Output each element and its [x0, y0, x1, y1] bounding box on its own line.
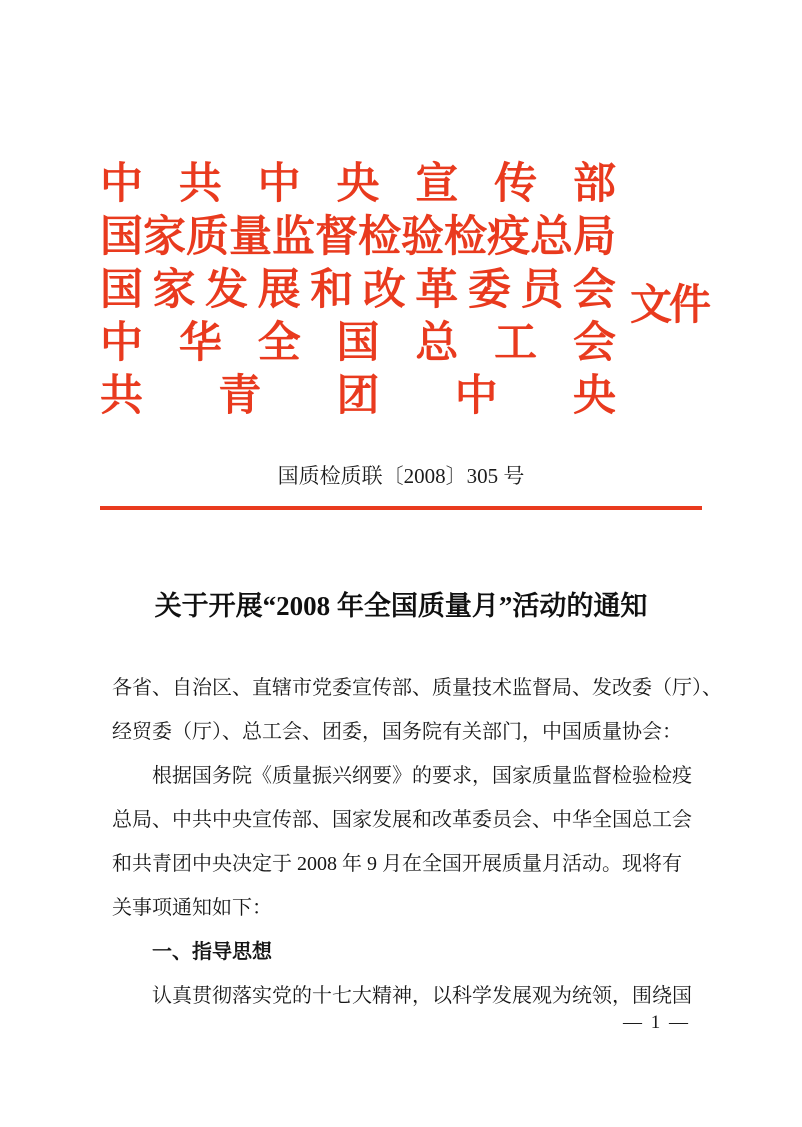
agency-char: 委 [467, 267, 511, 314]
body-line: 总局、中共中央宣传部、国家发展和改革委员会、中华全国总工会 [112, 809, 692, 831]
body-text [112, 666, 722, 1018]
agency-char: 国 [336, 320, 380, 367]
agency-char: 疫 [487, 214, 530, 261]
body-line: 关事项通知如下： [112, 897, 272, 919]
agency-line [100, 158, 616, 211]
body-line: 各省、自治区、直辖市党委宣传部、质量技术监督局、发改委（厅）、 [112, 677, 722, 699]
agency-char: 总 [530, 214, 573, 261]
letterhead [100, 158, 708, 423]
agency-char: 青 [218, 373, 262, 420]
agency-char: 传 [494, 161, 538, 208]
agency-char: 共 [178, 161, 222, 208]
agency-char: 检 [444, 214, 487, 261]
agency-char: 中 [100, 161, 143, 208]
document-title: 关于开展“2008 年全国质量月”活动的通知 [154, 591, 648, 621]
agency-char: 团 [336, 373, 380, 420]
agency-char: 质 [186, 214, 229, 261]
agency-char: 总 [415, 320, 459, 367]
agency-char: 员 [520, 267, 564, 314]
body-line: 和共青团中央决定于 2008 年 9 月在全国开展质量月活动。现将有 [112, 853, 682, 875]
body-line: 经贸委（厅）、总工会、团委，国务院有关部门，中国质量协会： [112, 721, 682, 743]
red-divider [100, 506, 702, 510]
agency-char: 检 [358, 214, 401, 261]
agency-char: 国 [100, 214, 143, 261]
agency-char: 央 [573, 373, 616, 420]
agency-char: 局 [573, 214, 616, 261]
agency-char: 和 [310, 267, 354, 314]
agency-char: 中 [257, 161, 301, 208]
doc-number: 国质检质联〔2008〕305 号 [277, 464, 525, 488]
agency-char: 中 [454, 373, 498, 420]
agency-char: 工 [494, 320, 538, 367]
agency-char: 展 [257, 267, 301, 314]
agency-lines [100, 158, 616, 423]
agency-line [100, 264, 616, 317]
agency-char: 央 [336, 161, 380, 208]
agency-char: 监 [272, 214, 315, 261]
agency-char: 部 [572, 161, 616, 208]
body-line: 认真贯彻落实党的十七大精神，以科学发展观为统领，围绕国 [152, 985, 692, 1007]
agency-char: 督 [315, 214, 358, 261]
agency-char: 会 [572, 320, 616, 367]
agency-char: 华 [178, 320, 222, 367]
agency-char: 发 [205, 267, 249, 314]
body-line: 根据国务院《质量振兴纲要》的要求，国家质量监督检验检疫 [152, 765, 692, 787]
agency-char: 验 [401, 214, 444, 261]
agency-line [100, 317, 616, 370]
agency-char: 量 [229, 214, 272, 261]
agency-line [100, 370, 616, 423]
agency-char: 共 [100, 373, 143, 420]
agency-char: 全 [257, 320, 301, 367]
agency-char: 革 [415, 267, 459, 314]
body-line: 一、指导思想 [152, 941, 272, 963]
agency-char: 国 [100, 267, 143, 314]
agency-char: 会 [572, 267, 616, 314]
agency-char: 家 [143, 214, 186, 261]
agency-char: 宣 [415, 161, 459, 208]
agency-char: 中 [100, 320, 143, 367]
page-number: — 1 — [623, 1012, 690, 1033]
agency-char: 改 [362, 267, 406, 314]
agency-char: 家 [152, 267, 196, 314]
document-label: 文件 [629, 283, 708, 329]
agency-line [100, 211, 616, 264]
